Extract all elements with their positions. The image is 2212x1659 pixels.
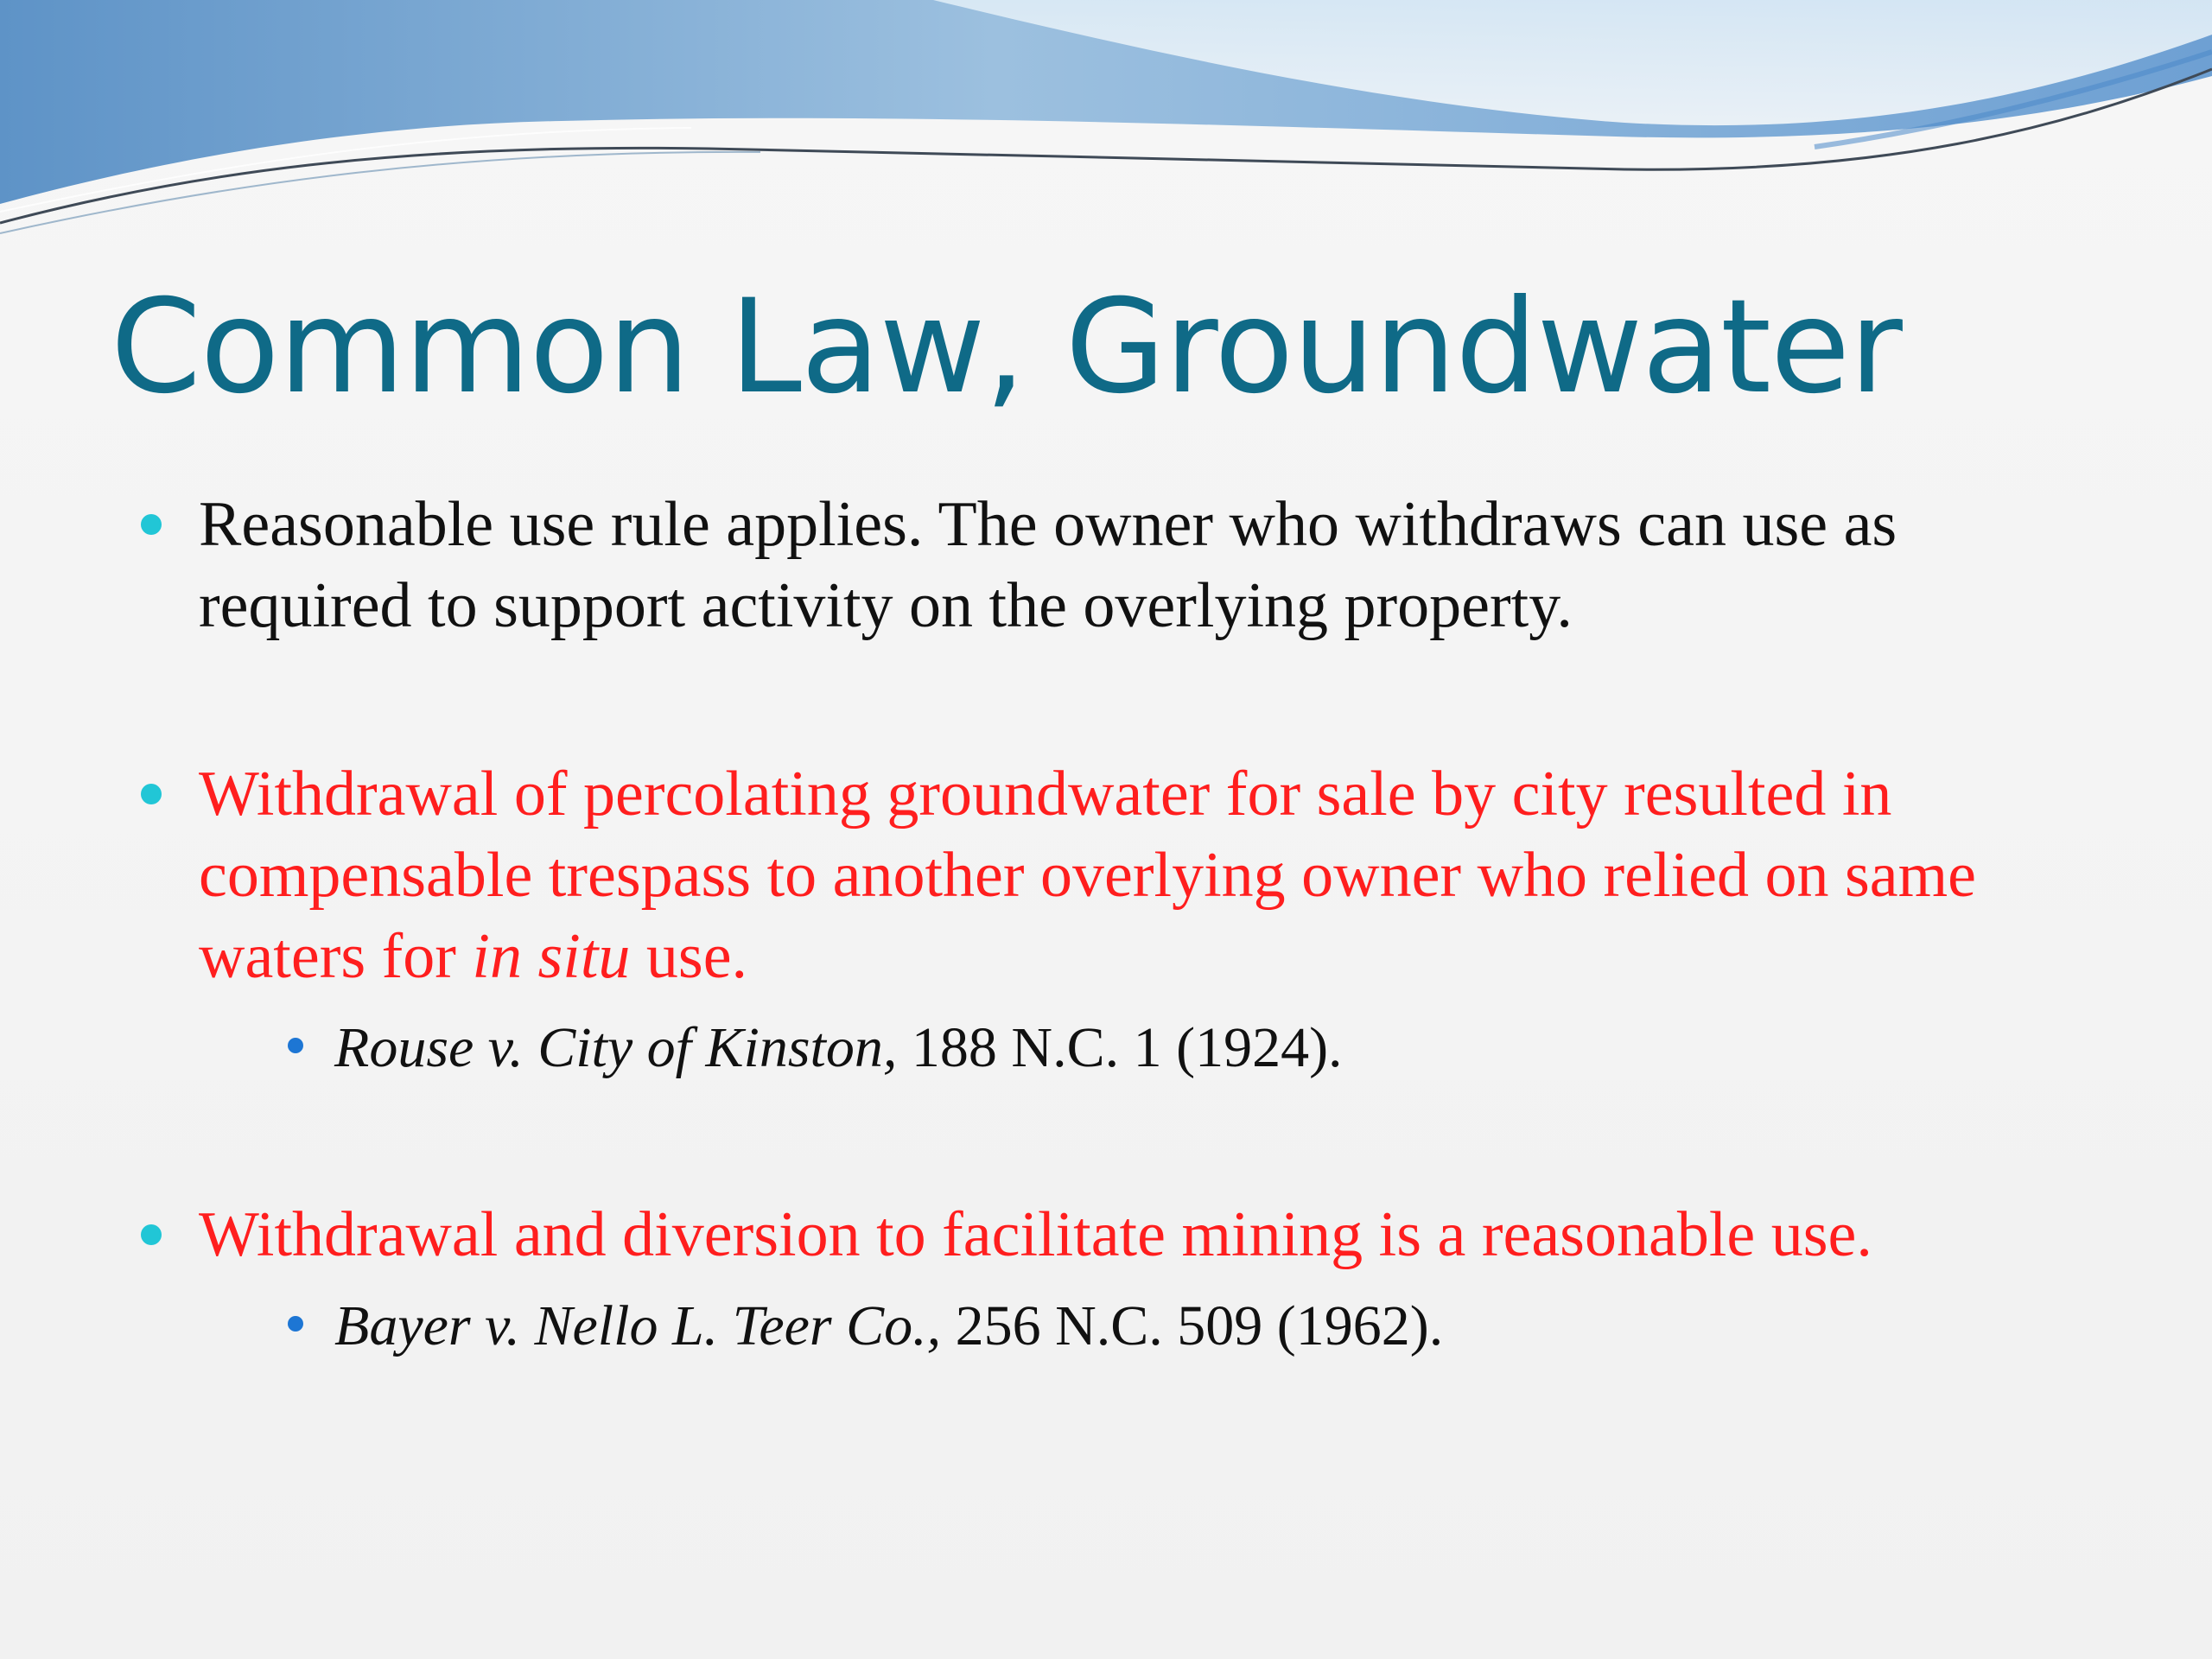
bullet-icon — [141, 784, 162, 804]
citation-reference: 256 N.C. 509 (1962). — [941, 1294, 1444, 1357]
page-title: Common Law, Groundwater — [111, 272, 1902, 423]
bullet-text-before-italic: Withdrawal of percolating groundwater for sale by city resulted in compensable trespass to another overlying owner who relied on same waters for — [199, 759, 1977, 992]
bullet-text: Withdrawal and diversion to facilitate mining is a reasonable use. — [199, 1199, 1872, 1270]
citation-reference: 188 N.C. 1 (1924). — [897, 1016, 1343, 1079]
citation-rouse — [288, 1009, 2117, 1087]
bullet-item-withdrawal-mining — [130, 1194, 2117, 1365]
header-wave-decoration — [0, 0, 2212, 259]
sub-bullet-icon — [288, 1038, 303, 1053]
bullet-italic-text: in situ — [472, 921, 631, 992]
citation-bayer — [288, 1287, 2117, 1365]
bullet-icon — [141, 514, 162, 535]
bullet-list — [130, 484, 2117, 1472]
bullet-icon — [141, 1224, 162, 1245]
citation-case-name: Bayer v. Nello L. Teer Co., — [334, 1294, 942, 1357]
citation-case-name: Rouse v. City of Kinston, — [334, 1016, 898, 1079]
bullet-text-after-italic: use. — [630, 921, 748, 992]
bullet-item-withdrawal-percolating — [130, 753, 2117, 1087]
sub-bullet-icon — [288, 1316, 303, 1332]
bullet-item-reasonable-use — [130, 484, 2117, 646]
bullet-text: Reasonable use rule applies. The owner who withdraws can use as required to support activity on the overlying property. — [199, 489, 1897, 641]
